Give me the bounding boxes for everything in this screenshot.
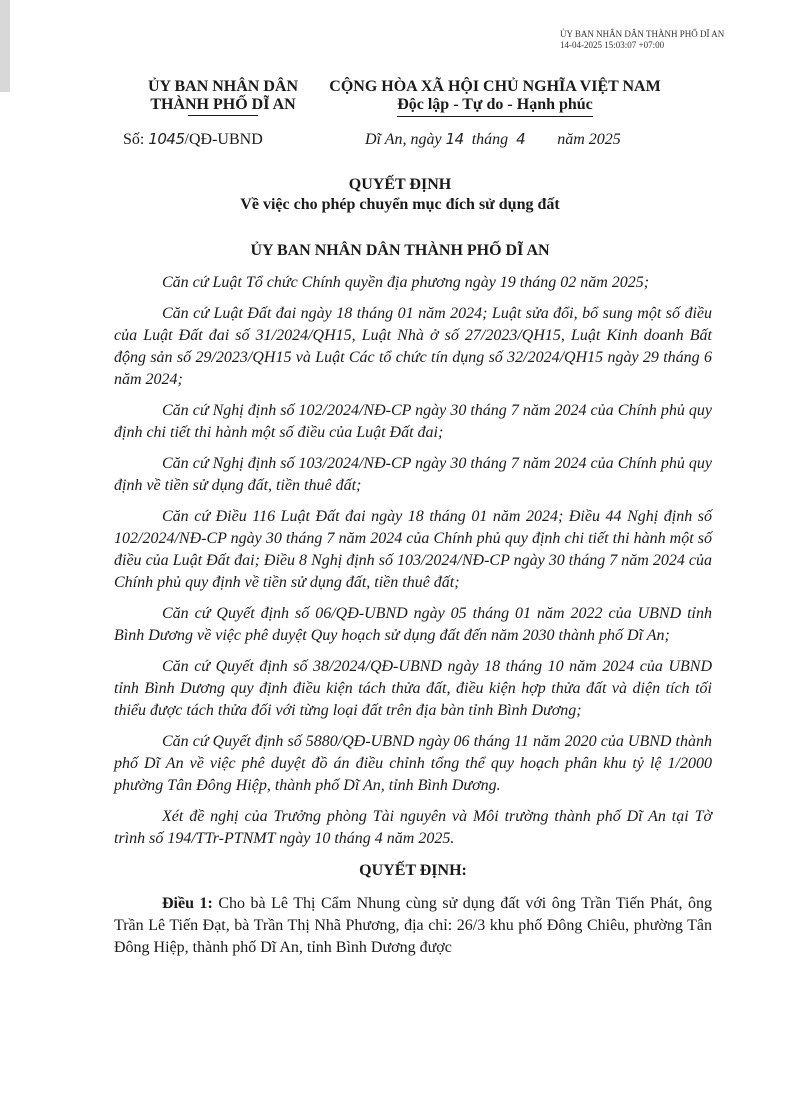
legal-basis-paragraph: Căn cứ Quyết định số 5880/QĐ-UBND ngày 06 tháng 11 năm 2020 của UBND thành phố Dĩ An về việc phê duyệt đồ án điều chỉnh tổng thể quy hoạch phân khu tỷ lệ 1/2000 phường Tân Đông Hiệp, thành phố Dĩ An, tỉnh Bình Dương. [114, 733, 712, 794]
document-number [123, 130, 263, 149]
org-line-2: THÀNH PHỐ DĨ AN [150, 96, 296, 113]
legal-basis-paragraph: Căn cứ Quyết định số 06/QĐ-UBND ngày 05 tháng 01 năm 2022 của UBND tỉnh Bình Dương về việc phê duyệt Quy hoạch sử dụng đất đến năm 2030 thành phố Dĩ An; [114, 605, 712, 644]
signature-timestamp: 14-04-2025 15:03:07 +07:00 [560, 40, 665, 50]
scan-edge [0, 0, 10, 92]
title-main: QUYẾT ĐỊNH [348, 176, 452, 193]
handwritten-month: 4 [516, 130, 526, 148]
legal-basis-paragraph: Căn cứ Nghị định số 103/2024/NĐ-CP ngày 30 tháng 7 năm 2024 của Chính phủ quy định về tiền sử dụng đất, tiền thuê đất; [114, 455, 712, 494]
legal-basis-paragraph: Căn cứ Luật Tổ chức Chính quyền địa phương ngày 19 tháng 02 năm 2025; [162, 274, 650, 291]
title-subject: Về việc cho phép chuyển mục đích sử dụng đất [240, 196, 560, 213]
handwritten-day: 14 [445, 130, 464, 148]
org-line-1: ỦY BAN NHÂN DÂN [147, 78, 299, 95]
legal-basis-paragraph: Căn cứ Nghị định số 102/2024/NĐ-CP ngày 30 tháng 7 năm 2024 của Chính phủ quy định chi tiết thi hành một số điều của Luật Đất đai; [114, 402, 712, 441]
decision-heading: QUYẾT ĐỊNH: [359, 862, 467, 879]
document-body [114, 272, 712, 968]
issuing-organization [132, 78, 314, 116]
article-1 [114, 893, 712, 959]
signature-issuer: ỦY BAN NHÂN DÂN THÀNH PHỐ DĨ AN [560, 29, 725, 39]
number-suffix: /QĐ-UBND [184, 131, 263, 148]
place-label: Dĩ An, ngày [365, 131, 442, 148]
place-and-date [365, 130, 621, 149]
number-prefix: Số: [123, 131, 145, 148]
legal-basis-paragraph: Căn cứ Điều 116 Luật Đất đai ngày 18 tháng 01 năm 2024; Điều 44 Nghị định số 102/2024/NĐ-CP ngày 30 tháng 7 năm 2024 của Chính phủ quy định chi tiết thi hành một số điều của Luật Đất đai; Điều 8 Nghị định số 103/2024/NĐ-CP ngày 30 tháng 7 năm 2024 của Chính phủ quy định về tiền sử dụng đất, tiền thuê đất; [114, 508, 712, 591]
handwritten-number: 1045 [148, 130, 185, 148]
national-title [328, 78, 662, 117]
issuer-heading: ỦY BAN NHÂN DÂN THÀNH PHỐ DĨ AN [250, 242, 550, 259]
decision-title [0, 175, 800, 215]
org-underline [188, 115, 258, 116]
nation-motto: Độc lập - Tự do - Hạnh phúc [397, 96, 593, 117]
article-1-label: Điều 1: [162, 895, 213, 912]
month-label: tháng [471, 131, 509, 148]
legal-basis-paragraph: Căn cứ Quyết định số 38/2024/QĐ-UBND ngày 18 tháng 10 năm 2024 của UBND tỉnh Bình Dương quy định điều kiện tách thửa đất, điều kiện hợp thửa đất và diện tích tối thiểu được tách thửa đối với từng loại đất trên địa bàn tỉnh Bình Dương; [114, 658, 712, 719]
year-label: năm 2025 [557, 131, 621, 148]
legal-basis-paragraph: Căn cứ Luật Đất đai ngày 18 tháng 01 năm 2024; Luật sửa đổi, bổ sung một số điều của Luật Đất đai số 31/2024/QH15, Luật Nhà ở số 27/2023/QH15, Luật Kinh doanh Bất động sản số 29/2023/QH15 và Luật Các tổ chức tín dụng số 32/2024/QH15 ngày 29 tháng 6 năm 2024; [114, 305, 712, 388]
proposal-paragraph: Xét đề nghị của Trưởng phòng Tài nguyên và Môi trường thành phố Dĩ An tại Tờ trình số 194/TTr-PTNMT ngày 10 tháng 4 năm 2025. [114, 808, 712, 847]
article-1-text: Cho bà Lê Thị Cẩm Nhung cùng sử dụng đất với ông Trần Tiến Phát, ông Trần Lê Tiến Đạt, bà Trần Thị Nhã Phương, địa chỉ: 26/3 khu phố Đông Chiêu, phường Tân Đông Hiệp, thành phố Dĩ An, tỉnh Bình Dương được [114, 895, 713, 956]
nation-name: CỘNG HÒA XÃ HỘI CHỦ NGHĨA VIỆT NAM [329, 78, 661, 95]
digital-signature-stamp [560, 29, 724, 51]
